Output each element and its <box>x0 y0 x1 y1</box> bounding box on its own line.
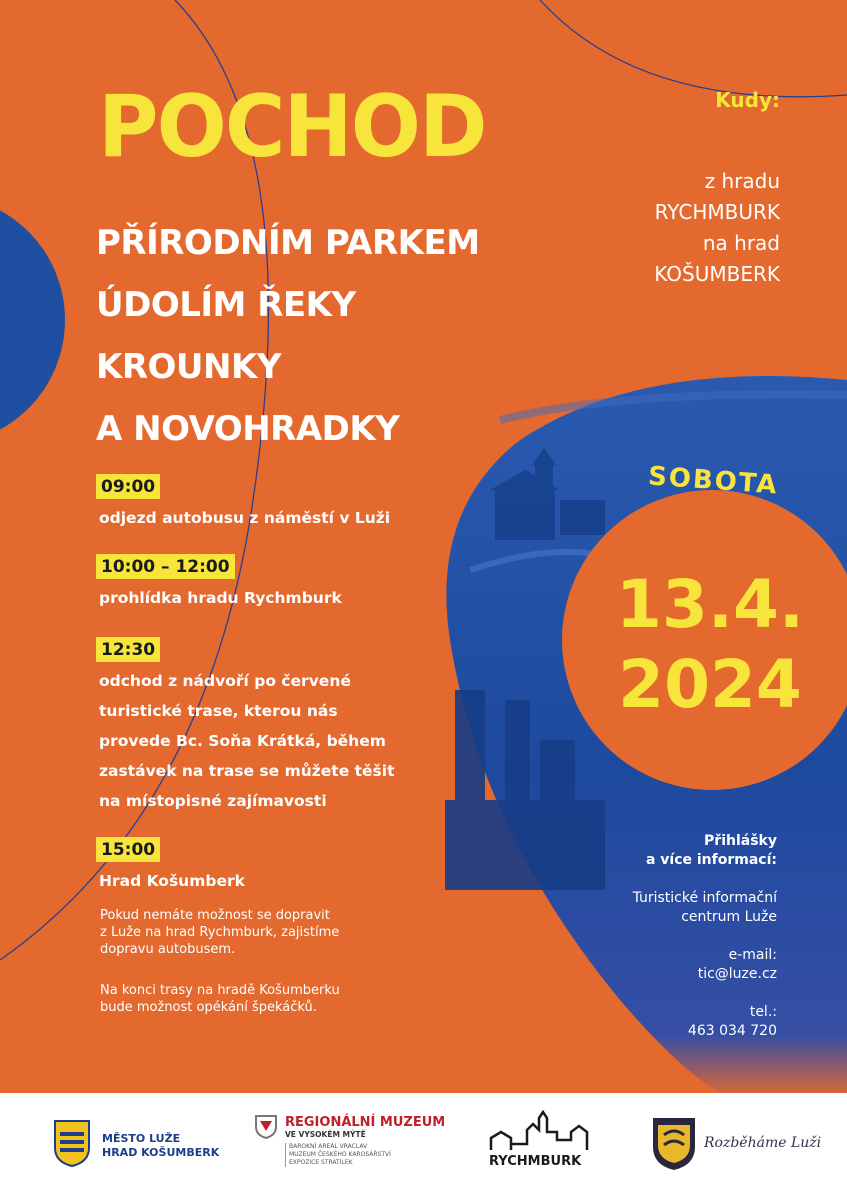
phone-label: tel.: <box>749 1004 777 1020</box>
route-line: RYCHMBURK <box>654 200 780 224</box>
logo-mesto-luze <box>52 1118 220 1172</box>
route-line: na hrad <box>702 231 780 255</box>
museum-subtitle: VE VYSOKÉM MÝTĚ <box>285 1130 366 1139</box>
schedule-time: 15:00 <box>96 837 160 862</box>
contact-org-line: Turistické informační <box>632 890 777 906</box>
event-day: SOBOTA <box>647 461 780 501</box>
logo-rozbehame-luzi <box>650 1115 822 1175</box>
schedule-desc: Hrad Košumberk <box>99 872 245 890</box>
logo-regionalni-muzeum <box>253 1113 446 1166</box>
schedule-item <box>96 554 342 613</box>
luze-logo-text <box>102 1132 219 1160</box>
schedule-item <box>96 837 245 896</box>
contact-phone <box>633 1003 777 1041</box>
subtitle-line: KROUNKY <box>96 347 281 387</box>
rychmburk-logo-text: RYCHMBURK <box>489 1154 582 1169</box>
event-title: POCHOD <box>98 77 486 177</box>
logo-text-line: HRAD KOŠUMBERK <box>102 1146 220 1159</box>
schedule-time: 12:30 <box>96 637 160 662</box>
route-line: KOŠUMBERK <box>654 262 780 286</box>
note-line: Pokud nemáte možnost se dopravit <box>100 908 330 923</box>
museum-title: REGIONÁLNÍ MUZEUM <box>285 1115 446 1130</box>
contact-heading <box>633 832 777 870</box>
runner-crest-icon <box>650 1115 698 1171</box>
route-info <box>654 88 780 290</box>
date-line-2: 2024 <box>618 646 802 723</box>
contact-org <box>633 889 777 927</box>
email-value[interactable]: tic@luze.cz <box>697 966 777 982</box>
museum-lines <box>285 1143 391 1167</box>
contact-email <box>633 946 777 984</box>
route-label: Kudy: <box>715 88 780 112</box>
bbq-note <box>100 982 340 1016</box>
rozbehame-logo-text: Rozběháme Luži <box>704 1135 822 1151</box>
subtitle-line: A NOVOHRADKY <box>96 409 400 449</box>
left-blue-circle <box>0 195 65 445</box>
transport-note <box>100 907 339 958</box>
schedule-desc: prohlídka hradu Rychmburk <box>99 589 342 607</box>
event-subtitle <box>96 212 480 460</box>
museum-line: MUZEUM ČESKÉHO KAROSÁŘSTVÍ <box>289 1151 391 1158</box>
contact-heading-line: a více informací: <box>645 852 777 868</box>
note-line: Na konci trasy na hradě Košumberku <box>100 983 340 998</box>
logo-rychmburk <box>487 1110 597 1169</box>
schedule-desc: odjezd autobusu z náměstí v Luži <box>99 509 391 527</box>
contact-info <box>633 832 777 1060</box>
schedule-desc: odchod z nádvoří po červené <box>99 672 351 690</box>
note-line: z Luže na hrad Rychmburk, zajistíme <box>100 925 340 940</box>
museum-line: EXPOZICE STRATÍLEK <box>289 1159 353 1166</box>
subtitle-line: PŘÍRODNÍM PARKEM <box>96 223 480 263</box>
note-line: dopravu autobusem. <box>100 942 236 957</box>
museum-shield-icon <box>253 1113 279 1139</box>
date-line-1: 13.4. <box>616 566 804 643</box>
phone-value: 463 034 720 <box>687 1023 777 1039</box>
contact-heading-line: Přihlášky <box>704 833 777 849</box>
contact-org-line: centrum Luže <box>681 909 777 925</box>
route-line: z hradu <box>704 169 780 193</box>
deco-line-2 <box>540 0 847 97</box>
schedule-desc: turistické trase, kterou nás <box>99 702 338 720</box>
email-label: e-mail: <box>728 947 777 963</box>
schedule-item <box>96 637 394 816</box>
event-date <box>600 565 820 725</box>
castle-outline-icon <box>487 1110 597 1154</box>
schedule-desc: na místopisné zajímavosti <box>99 792 327 810</box>
route-lines <box>654 166 780 290</box>
logo-text-line: MĚSTO LUŽE <box>102 1132 181 1145</box>
schedule-time: 09:00 <box>96 474 160 499</box>
subtitle-line: ÚDOLÍM ŘEKY <box>96 285 356 325</box>
schedule-time: 10:00 – 12:00 <box>96 554 235 579</box>
schedule-desc: provede Bc. Soňa Krátká, během <box>99 732 386 750</box>
luze-crest-icon <box>52 1118 92 1168</box>
schedule-item <box>96 474 390 533</box>
museum-line: BAROKNÍ AREÁL VRACLAV <box>289 1143 368 1150</box>
schedule-desc: zastávek na trase se můžete těšit <box>99 762 395 780</box>
note-line: bude možnost opékání špekáčků. <box>100 1000 317 1015</box>
